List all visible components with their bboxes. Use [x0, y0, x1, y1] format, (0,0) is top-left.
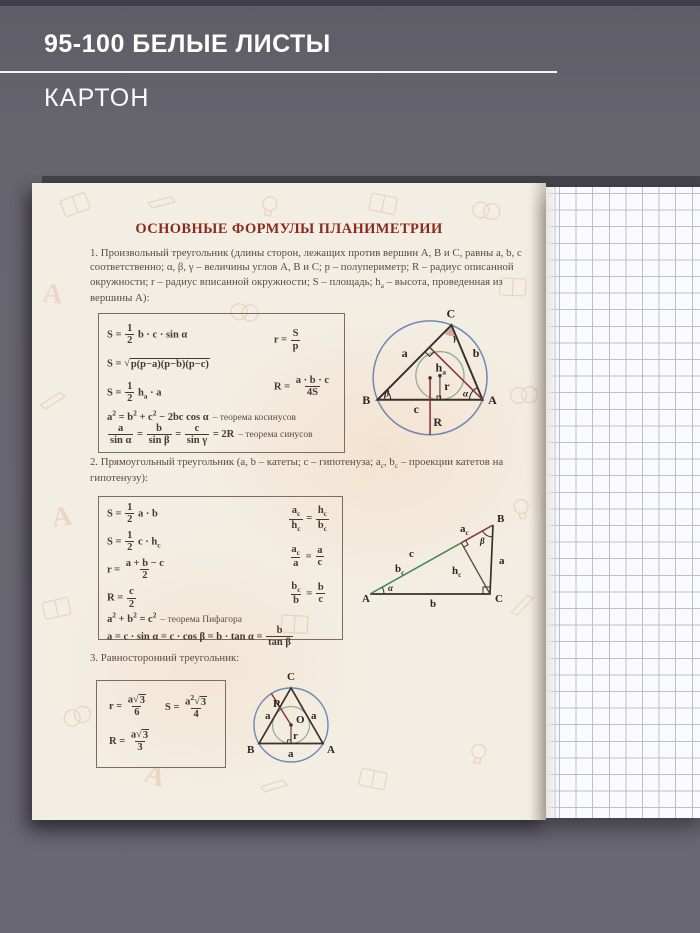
section-1-intro: 1. Произвольный треугольник (длины сторон, лежащих против вершин А, В и С, равны a, b, c соответственно; α, β, γ – величины углов А, В и С; p – полупериметр; R – радиус описанной окружности; r – радиус вписанной окружности; S – площадь; $h_a$ – высота, проведенная из вершины А):	[90, 247, 522, 304]
angle-label: β	[384, 388, 390, 400]
formula: r = $\frac{a + b - c}{2}$	[107, 558, 164, 582]
svg-text:А: А	[50, 500, 74, 534]
formula: R = $\frac{a \cdot b \cdot c}{4S}$	[273, 375, 329, 399]
center-label: O	[296, 714, 305, 726]
triangle-circumscribed-circle-diagram	[360, 299, 510, 438]
banner-divider	[0, 71, 557, 73]
formula: $a^2 + b^2 = c^2$ – теорема Пифагора	[107, 610, 242, 625]
section-3-intro: 3. Равносторонний треугольник:	[90, 652, 240, 664]
vertex-label: C	[495, 593, 503, 605]
banner-subtitle: КАРТОН	[44, 84, 150, 112]
angle-label: α	[462, 388, 469, 400]
page-title: ОСНОВНЫЕ ФОРМУЛЫ ПЛАНИМЕТРИИ	[135, 221, 443, 237]
vertex-label: B	[247, 744, 255, 756]
formula: R = a √ 3 3	[109, 728, 149, 754]
formula: a = c · sin α = c · cos β = b · tan α = $\frac{b}{\text{tan β}}$	[107, 624, 291, 649]
formula: S = $\frac{1}{2}$ b · c · sin α	[107, 322, 188, 346]
side-label: a	[401, 346, 408, 361]
angle-label: β	[480, 536, 485, 546]
formula: $\frac{a}{\text{sin α}}$ = $\frac{b}{\text{sin β}}$ = $\frac{c}{\text{sin γ}}$ = 2R – теорема синусов	[110, 422, 313, 447]
formula-box-3	[96, 680, 226, 768]
height-label: $h_c$	[452, 565, 462, 579]
side-label: a	[311, 710, 317, 722]
section-2-intro: 2. Прямоугольный треугольник (a, b – катеты; c – гипотенуза; $a_c$, $b_c$ – проекции катетов на гипотенузу):	[90, 456, 504, 485]
vertex-label: B	[362, 393, 371, 408]
projection-label: $a_c$	[460, 523, 469, 537]
formula-box-2	[98, 496, 343, 649]
angle-label: γ	[453, 332, 458, 344]
angle-label: α	[388, 583, 393, 593]
side-label: a	[288, 748, 294, 760]
formula: $a^2 = b^2 + c^2 - 2bc$ cos α – теорема косинусов	[107, 408, 297, 423]
formula: S = $\frac{1}{2}$ a · b	[107, 502, 158, 526]
circumradius-label: R	[433, 415, 443, 430]
formula: $\frac{a_c}{a}$ = $\frac{a}{c}$	[291, 544, 323, 570]
formula: S = √ p(p−a)(p−b)(p−c)	[107, 357, 209, 370]
side-label: b	[472, 346, 480, 361]
formula: S = $a^2$ √ 3 4	[164, 692, 207, 721]
formula-note: – теорема Пифагора	[160, 614, 242, 625]
vertex-label: A	[327, 744, 335, 756]
right-triangle-diagram	[362, 510, 512, 610]
inradius-label: r	[293, 730, 298, 742]
side-label: c	[409, 548, 414, 560]
svg-text:А: А	[140, 758, 170, 794]
side-label: a	[499, 555, 505, 567]
height-label: $h_a$	[435, 360, 447, 377]
notebook-grid-page	[546, 187, 700, 818]
inradius-label: r	[444, 378, 450, 393]
vertex-label: A	[488, 393, 497, 408]
formula-note: – теорема косинусов	[212, 412, 297, 423]
vertex-label: C	[446, 306, 456, 321]
side-label: c	[413, 401, 419, 416]
formula: $\frac{b_c}{b}$ = $\frac{b}{c}$	[291, 580, 324, 607]
notebook-left-page	[32, 183, 546, 820]
svg-text:А: А	[41, 278, 65, 311]
formula: r = a √ 3 6	[109, 693, 145, 719]
formula: R = $\frac{c}{2}$	[107, 586, 135, 610]
vertex-label: C	[287, 671, 295, 683]
banner-title: 95-100 БЕЛЫЕ ЛИСТЫ	[44, 30, 331, 58]
formula: S = $\frac{1}{2}$ $c \cdot h_c$	[107, 530, 161, 554]
side-label: a	[265, 710, 271, 722]
projection-label: $b_c$	[395, 563, 405, 577]
equilateral-triangle-diagram	[216, 665, 366, 780]
vertex-label: B	[497, 513, 505, 525]
formula-box-1	[98, 313, 345, 453]
side-label: b	[430, 598, 437, 610]
formula: S = $\frac{1}{2}$ $h_a \cdot a$	[107, 380, 162, 405]
formula: r = $\frac{S}{p}$	[273, 328, 299, 352]
circumradius-label: R	[273, 698, 281, 710]
formula-note: – теорема синусов	[238, 430, 313, 441]
formula: $\frac{a_c}{h_c}$ = $\frac{h_c}{b_c}$	[291, 505, 327, 533]
vertex-label: A	[362, 593, 370, 605]
